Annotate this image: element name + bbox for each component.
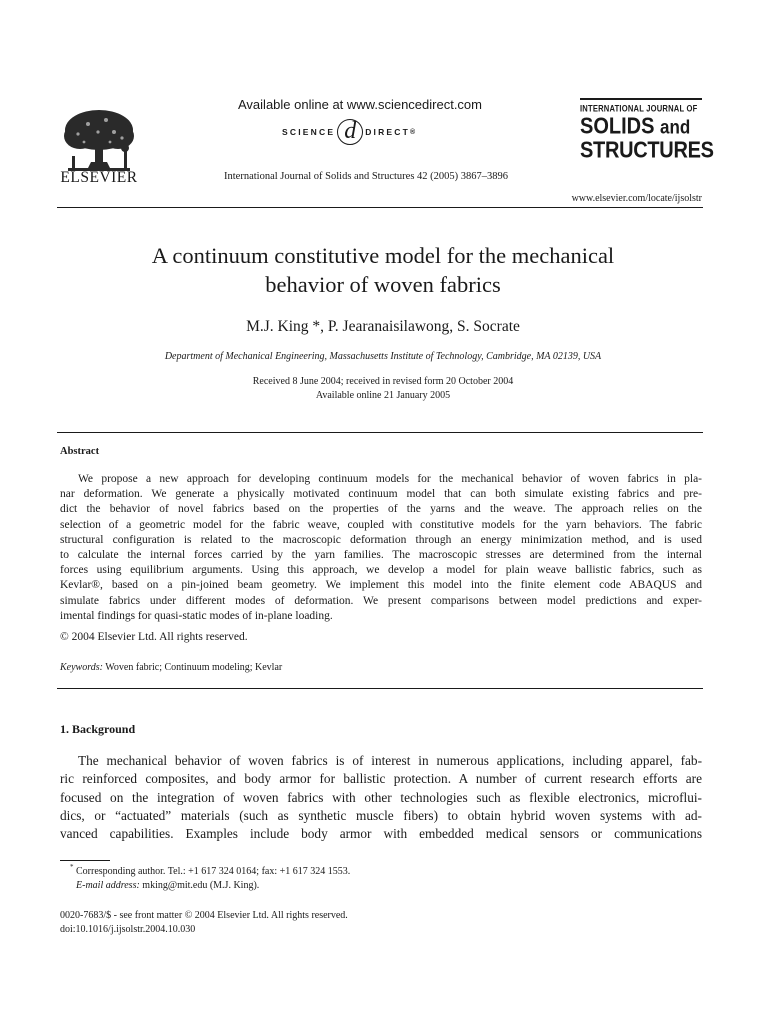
- email-link[interactable]: mking@mit.edu (M.J. King).: [142, 880, 260, 891]
- journal-logo-small-text: INTERNATIONAL JOURNAL OF: [580, 103, 698, 114]
- doi-line[interactable]: doi:10.1016/j.ijsolstr.2004.10.030: [60, 924, 196, 935]
- journal-logo-line1: [580, 115, 702, 139]
- body-line: dics, or “actuated” materials (such as synthetic muscle fibers) to obtain hybrid woven systems with ad-: [60, 807, 702, 823]
- abstract-line: We propose a new approach for developing continuum models for the mechanical behavior of woven fabrics in pla-: [78, 473, 702, 485]
- keywords-label: Keywords:: [60, 662, 103, 673]
- title-line: behavior of woven fabrics: [265, 272, 501, 297]
- body-line: ric reinforced composites, and body armor for ballistic protection. A number of current research efforts are: [60, 771, 702, 787]
- abstract-bottom-divider: [57, 688, 703, 689]
- header-divider: [57, 207, 703, 208]
- abstract-top-divider: [57, 432, 703, 433]
- email-label: E-mail address:: [76, 880, 140, 891]
- abstract-copyright: © 2004 Elsevier Ltd. All rights reserved.: [60, 631, 248, 643]
- available-line: Available online 21 January 2005: [315, 390, 451, 401]
- journal-logo: [580, 98, 714, 164]
- journal-url: www.elsevier.com/locate/ijsolstr: [571, 193, 702, 204]
- received-line: Received 8 June 2004; received in revised form 20 October 2004: [252, 376, 514, 387]
- abstract-line: nar deformation. We generate a physically motivated continuum model that can both simulate existing fabrics and pre-: [60, 488, 702, 501]
- paper-title: [60, 241, 706, 299]
- title-line: A continuum constitutive model for the mechanical: [151, 243, 615, 268]
- footnote-corresponding: [70, 863, 351, 877]
- abstract-line: dict the behavior of novel fabrics based on the properties of the yarns and the weave. The approach relies on the: [60, 503, 702, 516]
- abstract-line: forces using equilibrium arguments. Using this approach, we develop a model for plain weave ballistic fabrics, such as: [60, 564, 702, 577]
- keywords: [60, 662, 282, 673]
- journal-logo-solids: SOLIDS: [580, 113, 655, 140]
- issn-line: 0020-7683/$ - see front matter © 2004 Elsevier Ltd. All rights reserved.: [60, 910, 348, 921]
- abstract-line: imental findings for quasi-static modes of in-plane loading.: [60, 609, 333, 622]
- footnote-email: [76, 880, 259, 891]
- authors: M.J. King *, P. Jearanaisilawong, S. Socrate: [246, 318, 520, 335]
- abstract-body: [60, 472, 702, 624]
- sciencedirect-left: SCIENCE: [282, 127, 336, 137]
- footnote-mark: *: [70, 863, 74, 871]
- journal-logo-rule: [580, 98, 702, 100]
- journal-logo-structures: STRUCTURES: [580, 138, 714, 164]
- body-line: The mechanical behavior of woven fabrics is of interest in numerous applications, including apparel, fab-: [78, 753, 702, 768]
- sciencedirect-logo: [282, 120, 415, 144]
- journal-citation: International Journal of Solids and Structures 42 (2005) 3867–3896: [224, 171, 509, 182]
- publisher-name: ELSEVIER: [60, 169, 138, 186]
- affiliation: Department of Mechanical Engineering, Massachusetts Institute of Technology, Cambridge, MA 02139, USA: [164, 351, 602, 362]
- abstract-line: structural configuration is related to the macroscopic deformation through an energy minimization method, and is used: [60, 533, 702, 546]
- body-line: vanced capabilities. Examples include body armor with embedded medical sensors or communications: [60, 826, 702, 842]
- received-dates: [60, 375, 706, 403]
- abstract-line: selection of a geometric model for the fabric weave, coupled with constitutive models for the yarn behaviors. The fabric: [60, 518, 702, 531]
- section-heading: 1. Background: [60, 722, 136, 736]
- abstract-line: simulate fabrics under different modes of deformation. We present comparisons between model predictions and exper-: [60, 594, 702, 607]
- section-body: [60, 752, 702, 843]
- keywords-value: Woven fabric; Continuum modeling; Kevlar: [105, 662, 283, 673]
- body-line: focused on the integration of woven fabrics with other technologies such as flexible electronics, microflui-: [60, 789, 702, 805]
- footnote-divider: [60, 860, 110, 861]
- abstract-line: to calculate the internal forces carried by the yarn families. The macroscopic stresses are determined from the internal: [60, 548, 702, 561]
- sciencedirect-right: DIRECT: [365, 127, 411, 137]
- journal-logo-and: and: [660, 116, 691, 138]
- corresponding-text: Corresponding author. Tel.: +1 617 324 0164; fax: +1 617 324 1553.: [76, 866, 351, 877]
- sciencedirect-at-icon: d: [337, 119, 363, 145]
- available-online-text: Available online at www.sciencedirect.com: [238, 97, 482, 112]
- abstract-heading: Abstract: [60, 446, 100, 457]
- sciencedirect-registered: ®: [410, 128, 416, 136]
- abstract-line: Kevlar®, based on a pin-joined beam geometry. We implement this model into the finite element code ABAQUS and: [60, 579, 702, 592]
